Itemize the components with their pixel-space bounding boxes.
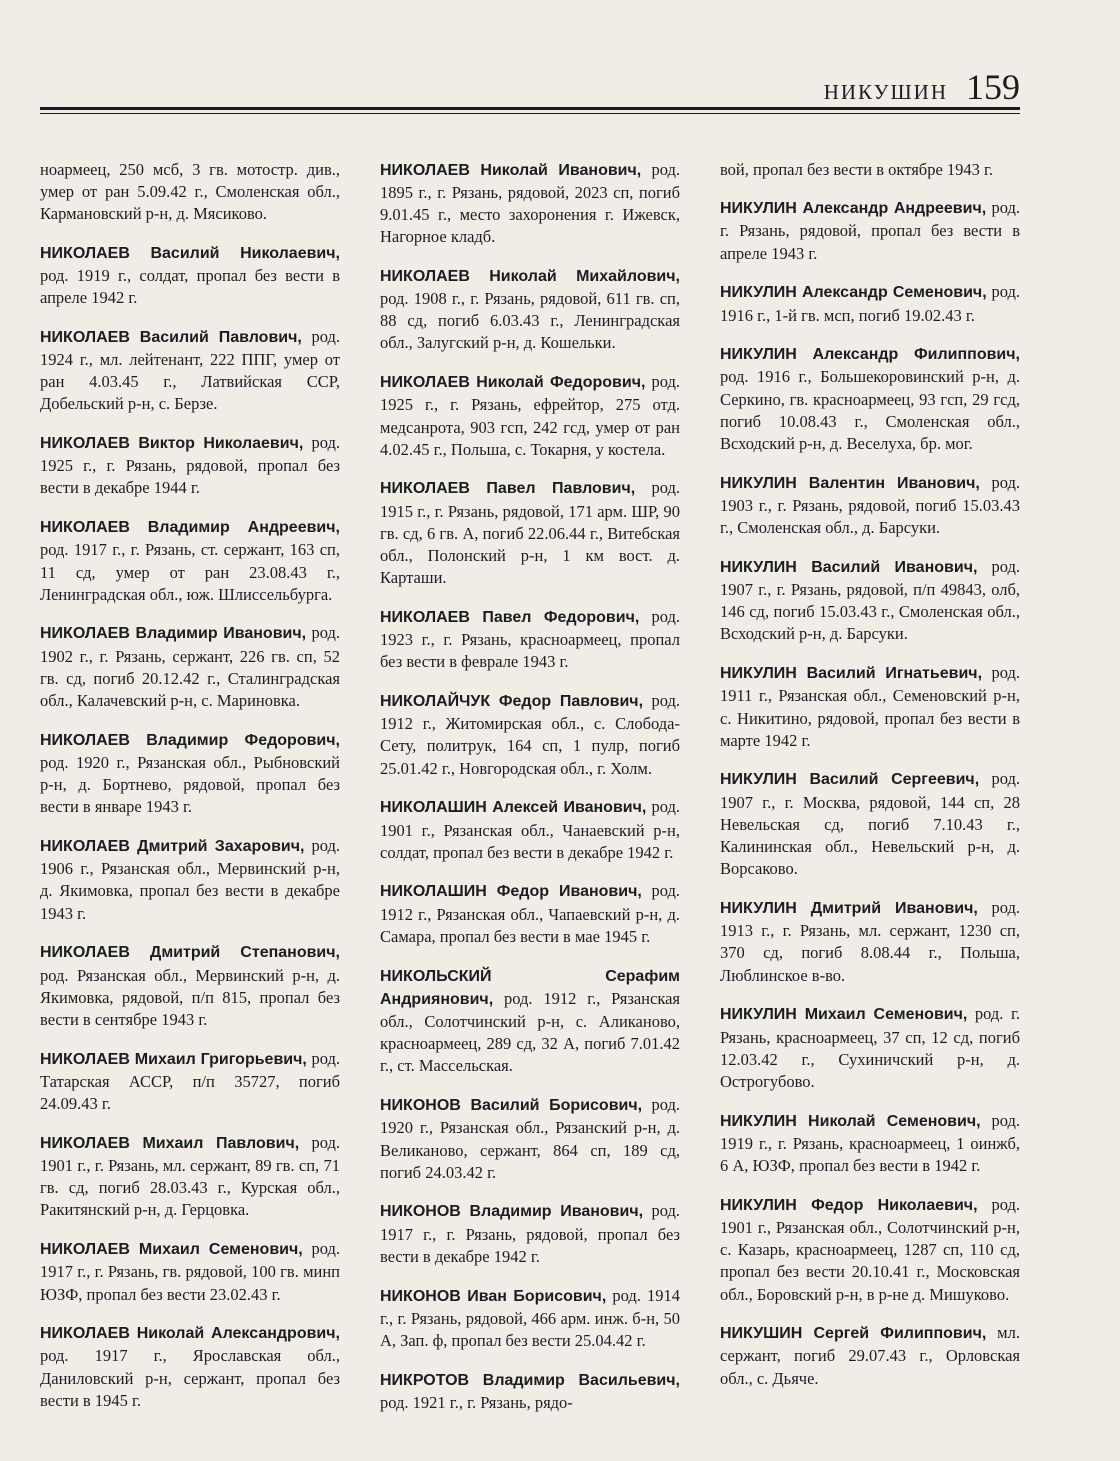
entry: [40, 1322, 340, 1412]
entry-text: род. 1925 г., г. Рязань, ефрейтор, 275 отд. медсанрота, 903 гсп, 242 гсд, умер от ран 4.02.45 г., Польша, с. Токарня, у костела.: [380, 372, 680, 459]
entry: [40, 1048, 340, 1116]
entry-name: НИКОЛАЕВ Владимир Андреевич,: [40, 519, 340, 537]
entry: [720, 1194, 1020, 1306]
entry: [380, 159, 680, 249]
entry-name: НИКОЛАЕВ Михаил Григорьевич,: [40, 1050, 307, 1068]
entry-text: род. 1907 г., г. Рязань, рядовой, п/п 49843, олб, 146 сд, погиб 15.03.43 г., Смоленская обл., Всходский р-н, д. Барсуки.: [720, 556, 1021, 644]
entry-text: род. 1925 г., г. Рязань, рядовой, пропал без вести в декабре 1944 г.: [40, 433, 341, 498]
entry-name: НИКОЛАЕВ Николай Иванович,: [380, 161, 642, 179]
entry-name: НИКОЛАШИН Федор Иванович,: [380, 883, 642, 901]
entry-text: род. 1923 г., г. Рязань, красноармеец, пропал без вести в феврале 1943 г.: [380, 606, 680, 672]
entry: [720, 197, 1020, 265]
entry-text: вой, пропал без вести в октябре 1943 г.: [720, 159, 994, 179]
entry-text: род. 1917 г., г. Рязань, ст. сержант, 163 сп, 11 сд, умер от ран 23.08.43 г., Ленинградская обл., юж. Шлиссельбурга.: [40, 540, 340, 604]
entry-name: НИКОЛАЕВ Николай Александрович,: [40, 1325, 340, 1343]
entry: [720, 556, 1020, 646]
entry-text: род. Рязанская обл., Мервинский р-н, д. Якимовка, рядовой, п/п 815, пропал без вести в сентябре 1943 г.: [40, 965, 340, 1029]
entry: [720, 897, 1020, 987]
entry-text: род. 1921 г., г. Рязань, рядо-: [380, 1392, 573, 1412]
entry-text: род. 1912 г., Житомирская обл., с. Слобода-Сету, политрук, 164 сп, 1 пулр, погиб 25.01.42 г., Новгородская обл., г. Холм.: [380, 691, 681, 778]
entry-name: НИКОНОВ Василий Борисович,: [380, 1097, 643, 1115]
entry-name: НИКОЛАЕВ Дмитрий Захарович,: [40, 838, 305, 856]
entry-text: род. 1914 г., г. Рязань, рядовой, 466 арм. инж. б-н, 50 А, Зап. ф, пропал без вести 25.04.42 г.: [380, 1285, 680, 1350]
entry-name: НИКУЛИН Василий Иванович,: [720, 558, 978, 576]
entry-name: НИКУШИН Сергей Филиппович,: [720, 1325, 987, 1343]
entry-text: род. 1902 г., г. Рязань, сержант, 226 гв. сп, 52 гв. сд, погиб 20.12.42 г., Сталинградская обл., Калачевский р-н, с. Мариновка.: [40, 623, 341, 711]
entry-text: род. 1924 г., мл. лейтенант, 222 ППГ, умер от ран 4.03.45 г., Латвийская ССР, Добельский р-н, с. Берзе.: [40, 326, 341, 414]
entry-name: НИКОЛАЕВ Павел Федорович,: [380, 608, 640, 626]
entry-text: род. 1917 г., г. Рязань, гв. рядовой, 100 гв. минп ЮЗФ, пропал без вести 23.02.43 г.: [40, 1239, 340, 1304]
entry: [40, 1132, 340, 1222]
entry-name: НИКУЛИН Федор Николаевич,: [720, 1196, 978, 1214]
entry: [720, 768, 1020, 880]
entry-name: НИКУЛИН Валентин Иванович,: [720, 474, 980, 492]
entry-text: ноармеец, 250 мсб, 3 гв. мотостр. див., умер от ран 5.09.42 г., Смоленская обл., Кармановский р-н, д. Мясиково.: [40, 159, 340, 223]
entry-text: род. 1901 г., Рязанская обл., Солотчинский р-н, с. Казарь, красноармеец, 1287 сп, 110 сд, пропал без вести 20.10.41 г., Московская обл., Боровский р-н, в р-не д. Мишуково.: [720, 1194, 1021, 1304]
entry: [720, 1110, 1020, 1178]
entry-text: род. 1917 г., Ярославская обл., Даниловский р-н, сержант, пропал без вести в 1945 г.: [40, 1346, 340, 1410]
entry-text: род. 1912 г., Рязанская обл., Чапаевский р-н, д. Самара, пропал без вести в мае 1945 г.: [380, 881, 681, 946]
entry-name: НИКОЛАЕВ Владимир Федорович,: [40, 731, 340, 749]
entry-text: род. 1919 г., г. Рязань, красноармеец, 1 оинжб, 6 А, ЮЗФ, пропал без вести в 1942 г.: [720, 1110, 1021, 1176]
entry: [720, 159, 1020, 181]
entry-text: род. 1908 г., г. Рязань, рядовой, 611 гв. сп, 88 сд, погиб 6.03.43 г., Ленинградская обл., Залугский р-н, д. Кошельки.: [380, 289, 680, 353]
entry-name: НИКОЛАЕВ Виктор Николаевич,: [40, 435, 304, 453]
entry: [720, 1003, 1020, 1093]
entry-name: НИКУЛИН Николай Семенович,: [720, 1112, 981, 1130]
entry: [40, 622, 340, 712]
entry-name: НИКОЛАЕВ Владимир Иванович,: [40, 625, 307, 643]
entry-text: род. 1916 г., Большекоровинский р-н, д. Серкино, гв. красноармеец, 93 гсп, 29 гсд, погиб 10.08.43 г., Смоленская обл., Всходский р-н, д. Веселуха, бр. мог.: [720, 367, 1020, 454]
entry: [720, 472, 1020, 540]
entry: [380, 1200, 680, 1268]
entry-name: НИКРОТОВ Владимир Васильевич,: [380, 1371, 680, 1389]
page-header: [40, 66, 1020, 106]
entry: [40, 835, 340, 925]
text-columns: [40, 142, 1020, 1421]
entry-text: род. 1915 г., г. Рязань, рядовой, 171 арм. ШР, 90 гв. сд, 6 гв. А, погиб 22.06.44 г., Витебская обл., Полонский р-н, 1 км вост. д. Карташи.: [380, 478, 680, 588]
entry-name: НИКОЛАЕВ Василий Николаевич,: [40, 244, 340, 262]
column-right: [720, 142, 1020, 1421]
column-left: [40, 142, 340, 1421]
entry-text: род. 1903 г., г. Рязань, рядовой, погиб 15.03.43 г., Смоленская обл., д. Барсуки.: [720, 472, 1021, 538]
entry-name: НИКУЛИН Василий Игнатьевич,: [720, 665, 983, 683]
entry-text: род. 1920 г., Рязанская обл., Рыбновский р-н, д. Бортнево, рядовой, пропал без вести в январе 1943 г.: [40, 752, 340, 817]
entry-name: НИКОЛАЕВ Николай Михайлович,: [380, 267, 680, 285]
entry: [40, 516, 340, 606]
entry-name: НИКУЛИН Александр Филиппович,: [720, 346, 1020, 364]
entry: [720, 1322, 1020, 1390]
entry-text: род. 1917 г., г. Рязань, рядовой, пропал без вести в декабре 1942 г.: [380, 1201, 680, 1266]
entry: [720, 662, 1020, 752]
entry-name: НИКОЛАЕВ Николай Федорович,: [380, 374, 646, 392]
entry: [380, 796, 680, 864]
entry-text: мл. сержант, погиб 29.07.43 г., Орловская обл., с. Дьяче.: [720, 1323, 1020, 1388]
entry-name: НИКУЛИН Александр Андреевич,: [720, 200, 987, 218]
entry: [40, 1238, 340, 1306]
entry: [380, 1285, 680, 1353]
entry: [380, 880, 680, 948]
entry: [380, 1094, 680, 1184]
entry-text: род. Татарская АССР, п/п 35727, погиб 24.09.43 г.: [40, 1048, 341, 1114]
entry: [40, 432, 340, 500]
entry-text: род. г. Рязань, рядовой, пропал без вести в апреле 1943 г.: [720, 198, 1021, 263]
entry-name: НИКОЛАЕВ Павел Павлович,: [380, 480, 636, 498]
entry: [380, 477, 680, 589]
entry: [380, 371, 680, 461]
entry: [380, 1369, 680, 1414]
page-number: 159: [966, 67, 1020, 107]
running-title: НИКУШИН: [823, 80, 948, 104]
entry-name: НИКОЛАЕВ Василий Павлович,: [40, 328, 302, 346]
entry-name: НИКУЛИН Василий Сергеевич,: [720, 771, 980, 789]
entry-name: НИКУЛИН Михаил Семенович,: [720, 1006, 968, 1024]
entry-name: НИКУЛИН Дмитрий Иванович,: [720, 899, 978, 917]
entry-text: род. 1911 г., Рязанская обл., Семеновский р-н, с. Никитино, рядовой, пропал без вести в марте 1942 г.: [720, 663, 1021, 750]
entry-text: род. 1907 г., г. Москва, рядовой, 144 сп, 28 Невельская сд, погиб 7.10.43 г., Калининская обл., Невельский р-н, д. Ворсаково.: [720, 769, 1020, 879]
entry-name: НИКОЛАШИН Алексей Иванович,: [380, 799, 647, 817]
entry-text: род. 1906 г., Рязанская обл., Мервинский р-н, д. Якимовка, пропал без вести в декабре 1943 г.: [40, 836, 340, 923]
column-middle: [380, 142, 680, 1421]
entry-name: НИКОЛАЙЧУК Федор Павлович,: [380, 693, 644, 711]
entry: [40, 326, 340, 416]
entry-name: НИКОНОВ Иван Борисович,: [380, 1287, 607, 1305]
entry-text: род. 1912 г., Рязанская обл., Солотчинский р-н, с. Аликаново, красноармеец, 289 сд, 32 А, погиб 7.01.42 г., ст. Массельская.: [380, 988, 680, 1076]
entry-text: род. 1901 г., г. Рязань, мл. сержант, 89 гв. сп, 71 гв. сд, погиб 28.03.43 г., Курская обл., Ракитянский р-н, д. Герцовка.: [40, 1132, 341, 1220]
entry: [380, 690, 680, 780]
entry: [720, 343, 1020, 455]
header-rule-thick: [40, 107, 1020, 110]
entry: [380, 265, 680, 355]
entry: [720, 281, 1020, 326]
entry-text: род. 1916 г., 1-й гв. мсп, погиб 19.02.43 г.: [720, 282, 1021, 325]
entry-name: НИКОЛАЕВ Дмитрий Степанович,: [40, 944, 340, 962]
entry: [380, 606, 680, 674]
entry-text: род. 1901 г., Рязанская обл., Чанаевский р-н, солдат, пропал без вести в декабре 1942 г.: [380, 797, 680, 862]
entry-name: НИКОЛЬСКИЙ Серафим Андриянович,: [380, 967, 680, 1008]
entry-text: род. 1919 г., солдат, пропал без вести в апреле 1942 г.: [40, 265, 340, 308]
entry-name: НИКУЛИН Александр Семенович,: [720, 284, 987, 302]
entry: [40, 729, 340, 819]
entry-name: НИКОНОВ Владимир Иванович,: [380, 1203, 644, 1221]
entry: [40, 941, 340, 1031]
entry-name: НИКОЛАЕВ Михаил Семенович,: [40, 1241, 303, 1259]
entry: [40, 242, 340, 310]
header-rule-thin: [40, 113, 1020, 114]
entry: [40, 159, 340, 226]
entry-text: род. 1913 г., г. Рязань, мл. сержант, 1230 сп, 370 сд, погиб 8.08.44 г., Польша, Люблинское в-во.: [720, 897, 1021, 985]
entry-text: род. 1920 г., Рязанская обл., Рязанский р-н, д. Великаново, сержант, 864 сп, 189 сд, погиб 24.03.42 г.: [380, 1095, 681, 1182]
entry-text: род. г. Рязань, красноармеец, 37 сп, 12 сд, погиб 12.03.42 г., Сухиничский р-н, д. Острогубово.: [720, 1004, 1020, 1091]
entry: [380, 965, 680, 1078]
entry-text: род. 1895 г., г. Рязань, рядовой, 2023 сп, погиб 9.01.45 г., место захоронения г. Ижевск, Нагорное кладб.: [380, 159, 680, 247]
entry-name: НИКОЛАЕВ Михаил Павлович,: [40, 1134, 300, 1152]
